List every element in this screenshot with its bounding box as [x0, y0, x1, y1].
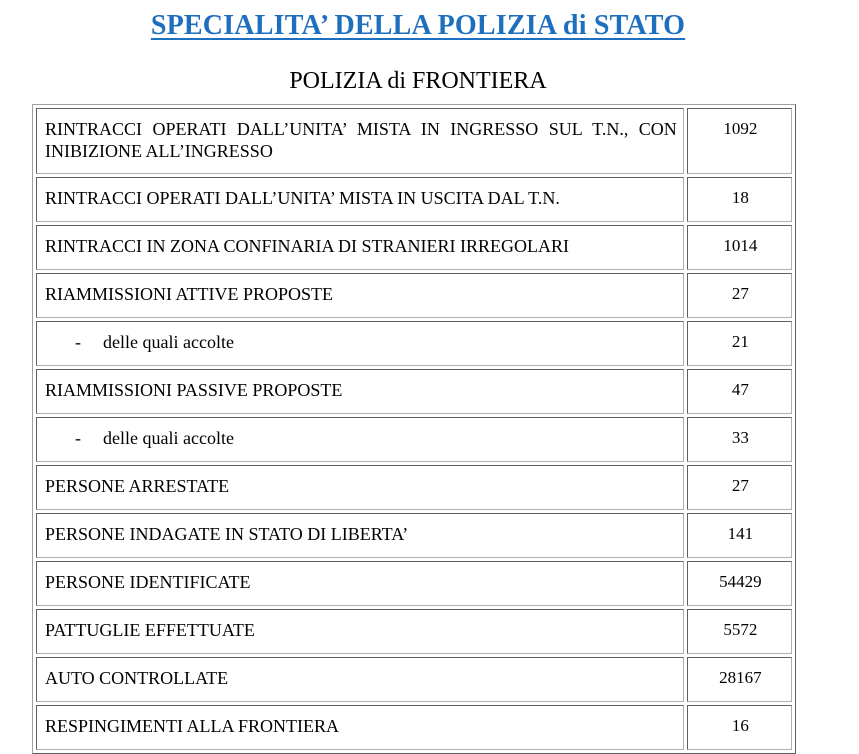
table-row [36, 561, 792, 606]
row-label-cell [36, 609, 684, 654]
row-value: 28167 [687, 657, 792, 702]
row-value: 5572 [687, 609, 792, 654]
row-value: 33 [687, 417, 792, 462]
row-label-cell [36, 513, 684, 558]
row-value: 47 [687, 369, 792, 414]
row-value: 1092 [687, 108, 792, 174]
row-label-cell [36, 108, 684, 174]
row-label-cell [36, 465, 684, 510]
row-value: 16 [687, 705, 792, 750]
row-label: PERSONE ARRESTATE [45, 476, 230, 496]
table-row [36, 321, 792, 366]
row-label-cell [36, 225, 684, 270]
table-row [36, 369, 792, 414]
row-value: 27 [687, 273, 792, 318]
row-label: PERSONE INDAGATE IN STATO DI LIBERTA’ [45, 524, 409, 544]
row-value: 27 [687, 465, 792, 510]
row-value: 141 [687, 513, 792, 558]
row-label: RIAMMISSIONI PASSIVE PROPOSTE [45, 380, 343, 400]
row-label-cell [36, 321, 684, 366]
row-label-cell [36, 657, 684, 702]
table-row [36, 177, 792, 222]
sub-item [45, 427, 234, 449]
row-label: PATTUGLIE EFFETTUATE [45, 620, 255, 640]
table-row [36, 609, 792, 654]
row-label-cell [36, 705, 684, 750]
dash-marker: - [75, 428, 81, 448]
row-label-cell [36, 561, 684, 606]
table-row [36, 657, 792, 702]
statistics-table [32, 104, 796, 754]
row-value: 18 [687, 177, 792, 222]
table-row [36, 705, 792, 750]
table-row [36, 417, 792, 462]
sub-item [45, 331, 234, 353]
table-row [36, 108, 792, 174]
row-label-cell [36, 417, 684, 462]
table-row [36, 225, 792, 270]
row-label: PERSONE IDENTIFICATE [45, 572, 251, 592]
row-label: delle quali accolte [103, 428, 234, 448]
row-value: 54429 [687, 561, 792, 606]
row-value: 1014 [687, 225, 792, 270]
table-row [36, 513, 792, 558]
page-title: SPECIALITA’ DELLA POLIZIA di STATO [150, 10, 686, 41]
row-label: AUTO CONTROLLATE [45, 668, 229, 688]
row-label: RINTRACCI OPERATI DALL’UNITA’ MISTA IN INGRESSO SUL T.N., CON INIBIZIONE ALL’INGRESSO [45, 119, 677, 161]
table-row [36, 273, 792, 318]
row-label: RINTRACCI OPERATI DALL’UNITA’ MISTA IN USCITA DAL T.N. [45, 188, 560, 208]
row-value: 21 [687, 321, 792, 366]
row-label: delle quali accolte [103, 332, 234, 352]
table-row [36, 465, 792, 510]
row-label: RIAMMISSIONI ATTIVE PROPOSTE [45, 284, 334, 304]
row-label-cell [36, 273, 684, 318]
dash-marker: - [75, 332, 81, 352]
row-label-cell [36, 369, 684, 414]
row-label: RINTRACCI IN ZONA CONFINARIA DI STRANIERI IRREGOLARI [45, 236, 569, 256]
row-label: RESPINGIMENTI ALLA FRONTIERA [45, 716, 340, 736]
section-title: POLIZIA di FRONTIERA [289, 68, 547, 94]
table-body [36, 108, 792, 750]
row-label-cell [36, 177, 684, 222]
